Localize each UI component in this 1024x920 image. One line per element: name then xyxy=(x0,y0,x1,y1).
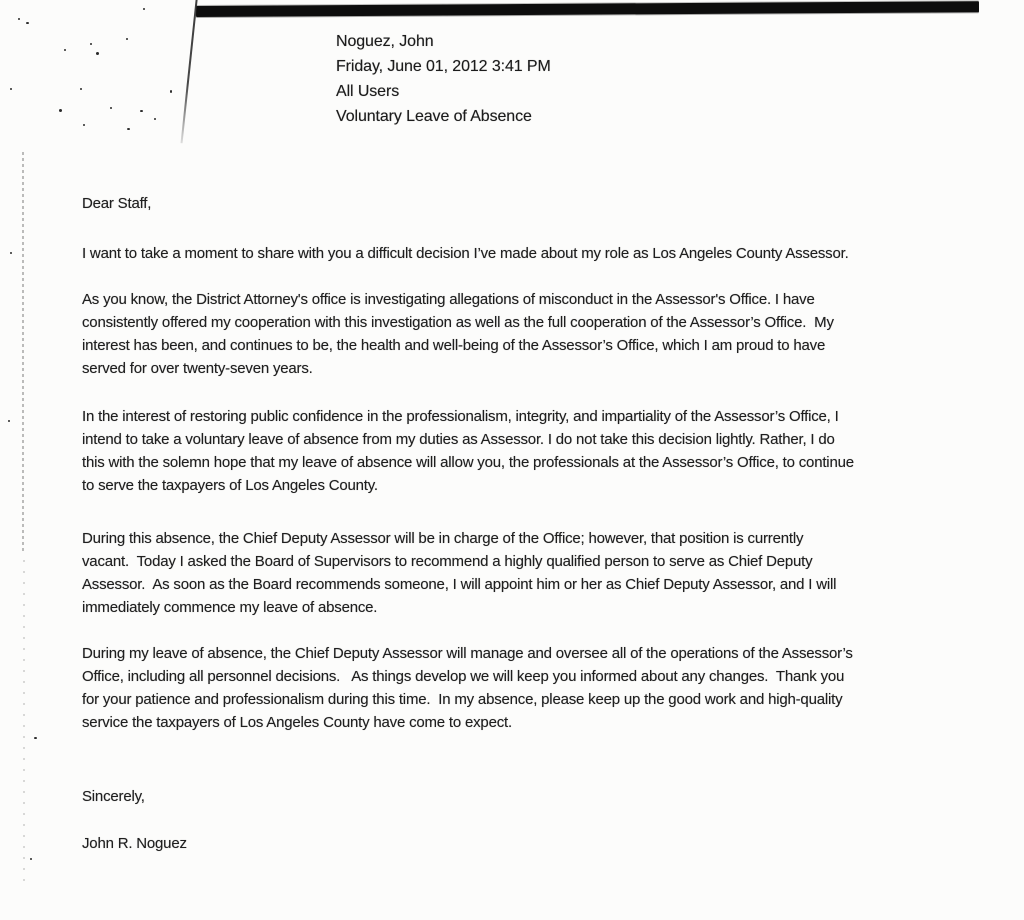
letter-body xyxy=(82,192,1012,855)
text-line: As you know, the District Attorney's office is investigating allegations of misconduct in the Assessor's Office. I have xyxy=(82,291,815,308)
paragraph xyxy=(82,288,1012,380)
paragraph xyxy=(82,405,1012,497)
email-recipients: All Users xyxy=(336,83,400,100)
letter-paragraphs xyxy=(82,242,1012,734)
fold-line-artifact xyxy=(181,0,198,143)
text-line: Assessor. As soon as the Board recommends someone, I will appoint him or her as Chief Deputy Assessor, and I will xyxy=(82,576,837,593)
text-line: immediately commence my leave of absence. xyxy=(82,599,378,616)
text-line: In the interest of restoring public confidence in the professionalism, integrity, and impartiality of the Assessor’s Office, I xyxy=(82,408,839,425)
text-line: consistently offered my cooperation with this investigation as well as the full cooperation of the Assessor’s Office. My xyxy=(82,314,834,331)
salutation: Dear Staff, xyxy=(82,195,152,212)
paragraph xyxy=(82,527,1012,619)
text-line: During my leave of absence, the Chief Deputy Assessor will manage and oversee all of the operations of the Assessor’s xyxy=(82,645,853,662)
text-line: for your patience and professionalism during this time. In my absence, please keep up the good work and high-quality xyxy=(82,691,843,708)
redaction-bar xyxy=(196,1,979,17)
paragraph xyxy=(82,242,1012,265)
email-header-block xyxy=(336,29,551,129)
text-line: During this absence, the Chief Deputy Assessor will be in charge of the Office; however, that position is currently xyxy=(82,530,804,547)
signature-name: John R. Noguez xyxy=(82,835,187,852)
text-line: to serve the taxpayers of Los Angeles County. xyxy=(82,477,378,494)
text-line: Office, including all personnel decisions. As things develop we will keep you informed about any changes. Thank you xyxy=(82,668,845,685)
text-line: this with the solemn hope that my leave of absence will allow you, the professionals at the Assessor’s Office, to continue xyxy=(82,454,854,471)
scan-dotted-margin-line xyxy=(22,152,24,552)
paragraph xyxy=(82,642,1012,734)
text-line: interest has been, and continues to be, the health and well-being of the Assessor’s Office, which I am proud to have xyxy=(82,337,826,354)
email-subject: Voluntary Leave of Absence xyxy=(336,108,532,125)
text-line: intend to take a voluntary leave of absence from my duties as Assessor. I do not take this decision lightly. Rather, I do xyxy=(82,431,835,448)
text-line: service the taxpayers of Los Angeles County have come to expect. xyxy=(82,714,512,731)
email-sent-date: Friday, June 01, 2012 3:41 PM xyxy=(336,58,551,75)
scan-dotted-margin-line xyxy=(23,560,25,890)
text-line: vacant. Today I asked the Board of Supervisors to recommend a highly qualified person to serve as Chief Deputy xyxy=(82,553,813,570)
closing: Sincerely, xyxy=(82,788,145,805)
email-sender: Noguez, John xyxy=(336,33,434,50)
text-line: served for over twenty-seven years. xyxy=(82,360,313,377)
text-line: I want to take a moment to share with you a difficult decision I’ve made about my role as Los Angeles County Assessor. xyxy=(82,245,849,262)
